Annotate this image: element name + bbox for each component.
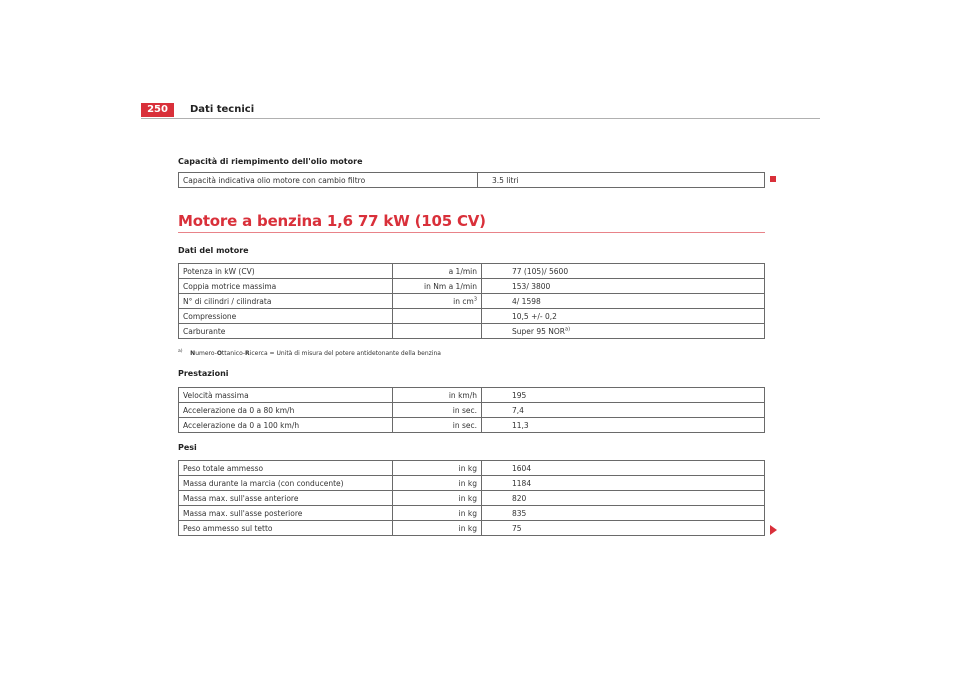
weights-row-value: 820 xyxy=(482,491,765,506)
oil-capacity-table xyxy=(178,172,765,188)
footnote-marker: a) xyxy=(178,349,183,354)
table-row xyxy=(179,324,765,339)
page-number: 250 xyxy=(141,103,174,117)
engine-row-unit: in Nm a 1/min xyxy=(393,279,482,294)
performance-row-value: 195 xyxy=(482,388,765,403)
engine-row-label: Coppia motrice massima xyxy=(179,279,393,294)
engine-row-unit: a 1/min xyxy=(393,264,482,279)
table-row xyxy=(179,461,765,476)
weights-row-value: 835 xyxy=(482,506,765,521)
page-header-title: Dati tecnici xyxy=(190,104,255,115)
engine-row-unit xyxy=(393,309,482,324)
oil-capacity-label: Capacità indicativa olio motore con cambio filtro xyxy=(179,173,478,188)
weights-subheading: Pesi xyxy=(178,443,197,452)
engine-data-subheading: Dati del motore xyxy=(178,246,249,255)
footnote-r-rest: icerca = Unità di misura del potere antidetonante della benzina xyxy=(249,350,441,357)
weights-row-label: Massa max. sull'asse anteriore xyxy=(179,491,393,506)
oil-capacity-value: 3.5 litri xyxy=(478,173,765,188)
weights-row-unit: in kg xyxy=(393,461,482,476)
engine-row-label: Compressione xyxy=(179,309,393,324)
weights-row-unit: in kg xyxy=(393,491,482,506)
next-page-arrow-icon xyxy=(770,525,777,535)
section-end-marker xyxy=(770,176,776,182)
weights-table xyxy=(178,460,765,536)
engine-row-label: Carburante xyxy=(179,324,393,339)
footnote-r: R xyxy=(245,350,250,357)
engine-row-value: 77 (105)/ 5600 xyxy=(482,264,765,279)
engine-heading-rule xyxy=(178,232,765,233)
table-row xyxy=(179,403,765,418)
weights-row-label: Massa durante la marcia (con conducente) xyxy=(179,476,393,491)
engine-row-value xyxy=(482,324,765,339)
engine-data-table xyxy=(178,263,765,339)
engine-heading: Motore a benzina 1,6 77 kW (105 CV) xyxy=(178,212,486,230)
weights-row-value: 1184 xyxy=(482,476,765,491)
table-row xyxy=(179,521,765,536)
table-row xyxy=(179,279,765,294)
table-row xyxy=(179,388,765,403)
weights-row-label: Massa max. sull'asse posteriore xyxy=(179,506,393,521)
footnote-o-rest: ttanico- xyxy=(221,350,246,357)
engine-row-label: N° di cilindri / cilindrata xyxy=(179,294,393,309)
value-text: Super 95 NOR xyxy=(512,326,566,336)
oil-capacity-subheading: Capacità di riempimento dell'olio motore xyxy=(178,157,363,166)
weights-row-value: 75 xyxy=(482,521,765,536)
unit-superscript: 3 xyxy=(473,296,477,302)
table-row xyxy=(179,173,765,188)
weights-row-unit: in kg xyxy=(393,506,482,521)
performance-table xyxy=(178,387,765,433)
unit-text: in cm xyxy=(453,296,474,306)
engine-row-value: 4/ 1598 xyxy=(482,294,765,309)
performance-row-label: Accelerazione da 0 a 80 km/h xyxy=(179,403,393,418)
engine-row-unit xyxy=(393,294,482,309)
performance-row-unit: in sec. xyxy=(393,418,482,433)
footnote-n-rest: umero- xyxy=(195,350,217,357)
engine-row-value: 153/ 3800 xyxy=(482,279,765,294)
table-row xyxy=(179,264,765,279)
footnote xyxy=(178,350,441,357)
performance-row-unit: in sec. xyxy=(393,403,482,418)
performance-row-unit: in km/h xyxy=(393,388,482,403)
weights-row-unit: in kg xyxy=(393,476,482,491)
performance-row-label: Accelerazione da 0 a 100 km/h xyxy=(179,418,393,433)
footnote-o: O xyxy=(216,350,222,357)
engine-row-label: Potenza in kW (CV) xyxy=(179,264,393,279)
weights-row-unit: in kg xyxy=(393,521,482,536)
weights-row-value: 1604 xyxy=(482,461,765,476)
footnote-ref: a) xyxy=(565,326,571,332)
table-row xyxy=(179,418,765,433)
engine-row-unit xyxy=(393,324,482,339)
performance-row-value: 7,4 xyxy=(482,403,765,418)
footnote-n: N xyxy=(190,350,196,357)
performance-subheading: Prestazioni xyxy=(178,369,229,378)
table-row xyxy=(179,309,765,324)
table-row xyxy=(179,506,765,521)
performance-row-label: Velocità massima xyxy=(179,388,393,403)
table-row xyxy=(179,491,765,506)
table-row xyxy=(179,294,765,309)
performance-row-value: 11,3 xyxy=(482,418,765,433)
engine-row-value: 10,5 +/- 0,2 xyxy=(482,309,765,324)
header-rule xyxy=(141,118,820,119)
weights-row-label: Peso totale ammesso xyxy=(179,461,393,476)
table-row xyxy=(179,476,765,491)
weights-row-label: Peso ammesso sul tetto xyxy=(179,521,393,536)
